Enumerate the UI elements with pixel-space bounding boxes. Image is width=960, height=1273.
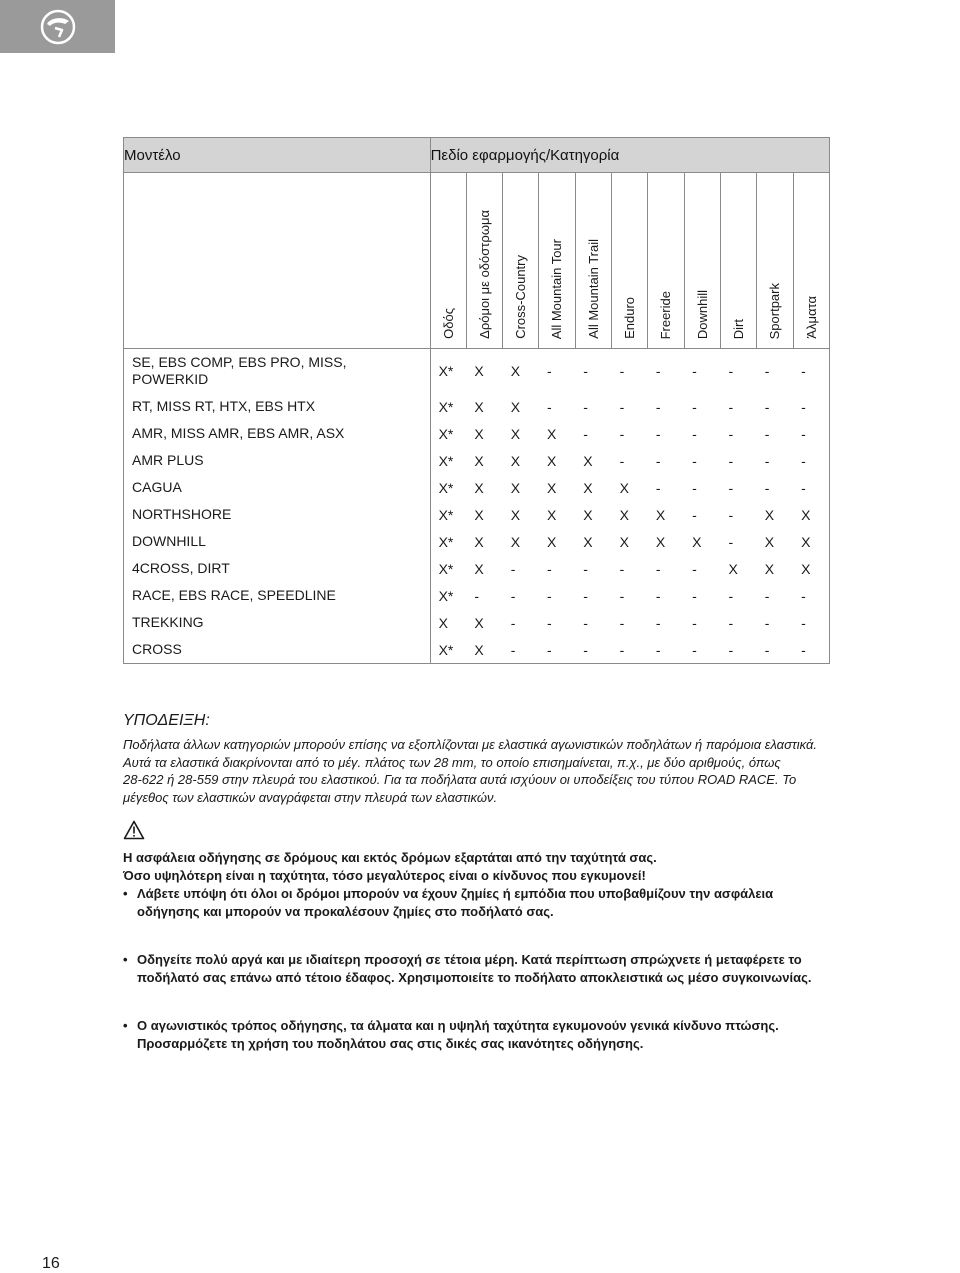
mark-cell: - [655, 560, 661, 577]
header-blank-cell [124, 173, 431, 349]
bullet-item-3 [123, 1017, 893, 1052]
mark-cell: - [619, 560, 625, 577]
mark-cell: X [474, 479, 484, 496]
mark-cell: X* [430, 474, 466, 501]
note-title: ΥΠΟΔΕΙΞΗ: [123, 712, 210, 729]
model-cell: 4CROSS, DIRT [124, 555, 431, 582]
mark-cell: - [619, 452, 625, 469]
category-header-cell [793, 173, 829, 349]
mark-cell: - [764, 425, 770, 442]
mark-cell: - [583, 398, 588, 415]
mark-cell: - [764, 363, 770, 379]
mark-cell: - [503, 636, 539, 664]
mark-cell: X [510, 363, 521, 379]
category-header-cell [466, 173, 502, 349]
mark-cell: X* [430, 555, 466, 582]
header-tab [0, 0, 115, 53]
mark-cell: - [764, 452, 770, 469]
mark-cell: X [474, 506, 484, 523]
mark-cell: - [655, 614, 661, 631]
mark-cell: X [583, 479, 593, 496]
mark-cell: - [619, 363, 625, 379]
mark-cell: - [583, 425, 588, 442]
category-label: All Mountain Trail [585, 239, 601, 339]
mark-cell: X* [430, 582, 466, 609]
category-header-cell [430, 173, 466, 349]
mark-cell: - [793, 636, 829, 664]
mark-cell: - [692, 587, 697, 604]
note-block [123, 712, 893, 806]
category-label: Enduro [622, 297, 638, 339]
mark-cell: X [510, 425, 521, 442]
mark-cell: - [655, 479, 661, 496]
mark-cell: X* [430, 349, 466, 394]
mark-cell: - [655, 398, 661, 415]
mark-cell: X [583, 452, 593, 469]
mark-cell: X [619, 479, 629, 496]
mark-cell: - [546, 614, 552, 631]
table-row [124, 420, 830, 447]
mark-cell: - [728, 425, 734, 442]
mark-cell: - [793, 609, 829, 636]
mark-cell: X [474, 398, 484, 415]
mark-cell: X [474, 425, 484, 442]
table-row [124, 393, 830, 420]
mark-cell: - [619, 614, 625, 631]
bullet-2-line-2: ποδήλατό σας επάνω από τέτοιο έδαφος. Χρησιμοποιείτε το ποδήλατο αποκλειστικά ως μέσο συγκοινωνίας. [137, 969, 812, 985]
mark-cell: - [546, 363, 552, 379]
category-header-cell [503, 173, 539, 349]
mark-cell: - [728, 506, 734, 523]
mark-cell: X [510, 452, 521, 469]
category-header-cell [539, 173, 575, 349]
mark-cell: - [692, 560, 697, 577]
warning-line-2: Όσο υψηλότερη είναι η ταχύτητα, τόσο μεγαλύτερος είναι ο κίνδυνος που εγκυμονεί! [123, 867, 646, 883]
note-line-3: 28-622 ή 28-559 στην πλευρά του ελαστικού. Για τα ποδήλατα αυτά ισχύουν οι υποδείξεις του τύπου ROAD RACE. Το [123, 772, 797, 787]
category-header-cell [757, 173, 793, 349]
mark-cell: X* [430, 393, 466, 420]
mark-cell: - [546, 587, 552, 604]
mark-cell: X [510, 533, 521, 550]
mark-cell: X [728, 560, 738, 577]
mark-cell: - [728, 479, 734, 496]
bullet-symbol: • [123, 952, 128, 967]
model-cell: NORTHSHORE [124, 501, 431, 528]
mark-cell: X [764, 533, 775, 550]
bike-helmet-icon [38, 7, 78, 47]
mark-cell: X [430, 609, 466, 636]
category-header-cell [612, 173, 648, 349]
mark-cell: X [474, 533, 484, 550]
mark-cell: - [539, 636, 575, 664]
mark-cell: - [575, 636, 611, 664]
category-header-cell [720, 173, 756, 349]
mark-cell: - [692, 363, 697, 379]
mark-cell: X [655, 506, 666, 523]
mark-cell: - [793, 393, 829, 420]
mark-cell: - [510, 560, 516, 577]
mark-cell: - [793, 447, 829, 474]
mark-cell: X [474, 614, 484, 631]
mark-cell: - [720, 636, 756, 664]
warning-line-1: Η ασφάλεια οδήγησης σε δρόμους και εκτός δρόμων εξαρτάται από την ταχύτητά σας. [123, 850, 657, 865]
mark-cell: X [793, 528, 829, 555]
bullet-3-line-2: Προσαρμόζετε τη χρήση του ποδηλάτου σας στις δικές σας ικανότητες οδήγησης. [137, 1035, 644, 1051]
warning-block [123, 820, 893, 884]
mark-cell: - [692, 425, 697, 442]
model-cell: TREKKING [124, 609, 431, 636]
mark-cell: X [546, 425, 557, 442]
category-label: Άλματα [803, 296, 819, 339]
note-line-2: Αυτά τα ελαστικά διακρίνονται από το μέγ. πλάτος των 28 mm, το οποίο επισημαίνεται, π.χ., με δύο αριθμούς, όπως [123, 754, 781, 770]
mark-cell: X [546, 452, 557, 469]
bullet-symbol: • [123, 1018, 128, 1033]
category-label: All Mountain Tour [549, 238, 565, 339]
mark-cell: X [546, 533, 557, 550]
table-row [124, 474, 830, 501]
note-line-1: Ποδήλατα άλλων κατηγοριών μπορούν επίσης να εξοπλίζονται με ελαστικά αγωνιστικών ποδηλάτων ή παρόμοια ελαστικά. [123, 737, 818, 752]
category-label: Sportpark [767, 282, 783, 339]
model-cell: RT, MISS RT, HTX, EBS HTX [124, 393, 431, 420]
category-label: Freeride [658, 290, 674, 339]
mark-cell: - [510, 614, 516, 631]
mark-cell: - [692, 479, 697, 496]
mark-cell: X [510, 506, 521, 523]
mark-cell: - [474, 587, 480, 604]
mark-cell: - [546, 398, 552, 415]
category-label: Downhill [694, 289, 710, 339]
mark-cell: - [764, 614, 770, 631]
mark-cell: X* [430, 501, 466, 528]
category-header: Πεδίο εφαρμογής/Κατηγορία [430, 138, 829, 173]
bullet-symbol: • [123, 886, 128, 901]
mark-cell: - [655, 452, 661, 469]
category-label: Dirt [730, 318, 746, 339]
mark-cell: X [474, 452, 484, 469]
table-row [124, 528, 830, 555]
bullet-1-line-2: οδήγησης και μπορούν να προκαλέσουν ζημίες στο ποδήλατό σας. [137, 903, 554, 919]
mark-cell: - [583, 363, 588, 379]
mark-cell: X [619, 533, 629, 550]
model-cell: DOWNHILL [124, 528, 431, 555]
mark-cell: - [684, 636, 720, 664]
warning-triangle-icon [123, 820, 145, 840]
mark-cell: X [655, 533, 666, 550]
table-row [124, 582, 830, 609]
mark-cell: - [619, 425, 625, 442]
table-row [124, 636, 830, 664]
bullet-item-2 [123, 951, 893, 986]
mark-cell: X* [430, 636, 466, 664]
mark-cell: X [466, 636, 502, 664]
mark-cell: - [728, 452, 734, 469]
model-cell: RACE, EBS RACE, SPEEDLINE [124, 582, 431, 609]
mark-cell: X [619, 506, 629, 523]
mark-cell: - [692, 398, 697, 415]
table-row [124, 609, 830, 636]
mark-cell: - [728, 533, 734, 550]
mark-cell: X [793, 501, 829, 528]
category-label: Cross-Country [513, 255, 529, 339]
mark-cell: X [510, 398, 521, 415]
mark-cell: - [728, 587, 734, 604]
mark-cell: - [757, 636, 793, 664]
mark-cell: - [655, 587, 661, 604]
mark-cell: X [764, 560, 775, 577]
mark-cell: - [793, 582, 829, 609]
mark-cell: X [474, 363, 484, 379]
table-row [124, 501, 830, 528]
model-cell: AMR, MISS AMR, EBS AMR, ASX [124, 420, 431, 447]
bullet-item-1 [123, 885, 893, 920]
mark-cell: - [619, 587, 625, 604]
mark-cell: X* [430, 528, 466, 555]
category-label: Οδός [440, 308, 456, 339]
mark-cell: X [474, 560, 484, 577]
mark-cell: - [728, 614, 734, 631]
bullet-2-line-1: Οδηγείτε πολύ αργά και με ιδιαίτερη προσοχή σε τέτοια μέρη. Κατά περίπτωση σπρώχνετε ή μεταφέρετε το [137, 952, 802, 967]
mark-cell: - [793, 420, 829, 447]
mark-cell: - [793, 474, 829, 501]
mark-cell: X* [430, 420, 466, 447]
mark-cell: X [510, 479, 521, 496]
mark-cell: X* [430, 447, 466, 474]
mark-cell: - [619, 398, 625, 415]
model-cell: CAGUA [124, 474, 431, 501]
category-header-cell [684, 173, 720, 349]
model-cell: CROSS [124, 636, 431, 664]
bullet-1-line-1: Λάβετε υπόψη ότι όλοι οι δρόμοι μπορούν να έχουν ζημίες ή εμπόδια που υποβαθμίζουν την ασφάλεια [137, 886, 774, 901]
mark-cell: X [546, 479, 557, 496]
mark-cell: X [764, 506, 775, 523]
mark-cell: - [583, 560, 588, 577]
table-row [124, 349, 830, 394]
category-header-cell [648, 173, 684, 349]
mark-cell: X [546, 506, 557, 523]
mark-cell: - [692, 506, 697, 523]
bullet-3-line-1: Ο αγωνιστικός τρόπος οδήγησης, τα άλματα και η υψηλή ταχύτητα εγκυμονούν γενικά κίνδυνο πτώσης. [137, 1018, 779, 1033]
mark-cell: - [583, 587, 588, 604]
page-number: 16 [42, 1255, 60, 1272]
table-row [124, 555, 830, 582]
mark-cell: - [764, 587, 770, 604]
mark-cell: - [546, 560, 552, 577]
mark-cell: - [764, 479, 770, 496]
mark-cell: - [728, 398, 734, 415]
mark-cell: - [583, 614, 588, 631]
mark-cell: - [655, 425, 661, 442]
mark-cell: - [612, 636, 648, 664]
mark-cell: X [583, 533, 593, 550]
mark-cell: - [510, 587, 516, 604]
mark-cell: - [793, 349, 829, 394]
category-header-cell [575, 173, 611, 349]
note-line-4: μέγεθος των ελαστικών αναγράφεται στην πλευρά των ελαστικών. [123, 789, 498, 805]
category-table [123, 137, 830, 664]
mark-cell: - [692, 614, 697, 631]
mark-cell: - [648, 636, 684, 664]
mark-cell: - [728, 363, 734, 379]
mark-cell: X [692, 533, 702, 550]
mark-cell: - [764, 398, 770, 415]
mark-cell: X [583, 506, 593, 523]
model-header: Μοντέλο [124, 138, 431, 173]
table-row [124, 447, 830, 474]
category-label: Δρόμοι με οδόστρωμα [476, 210, 492, 339]
model-cell: AMR PLUS [124, 447, 431, 474]
mark-cell: - [655, 363, 661, 379]
mark-cell: - [692, 452, 697, 469]
model-cell: SE, EBS COMP, EBS PRO, MISS, POWERKID [124, 349, 431, 394]
mark-cell: X [793, 555, 829, 582]
